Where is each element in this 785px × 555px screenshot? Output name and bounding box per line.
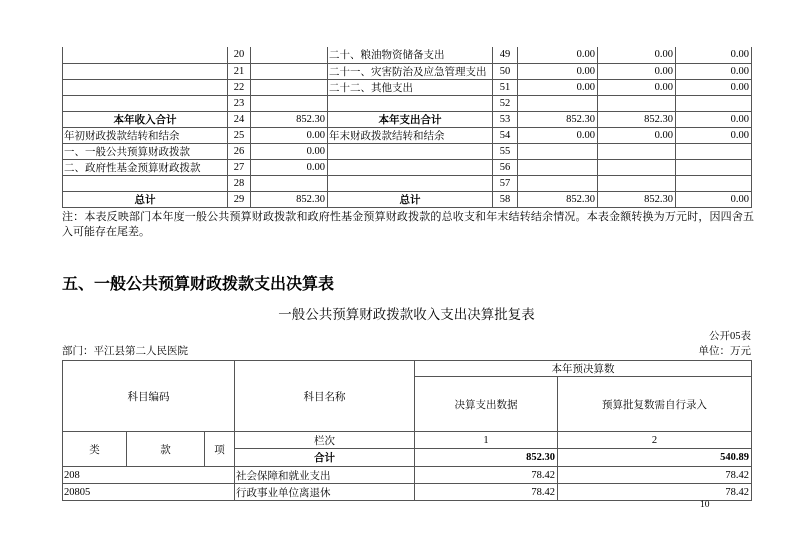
table-note: 注：本表反映部门本年度一般公共预算财政拨款和政府性基金预算财政拨款的总收支和年末结转结余情况。本表金额转换为万元时，因四舍五入可能存在尾差。 (62, 211, 754, 238)
income-item-cell (63, 47, 228, 63)
line-number-cell: 27 (228, 159, 251, 175)
expenditure-item-cell: 年末财政拨款结转和结余 (328, 127, 493, 143)
income-amount-cell (251, 47, 328, 63)
amount-cell: 0.00 (518, 127, 598, 143)
line-number-cell: 54 (493, 127, 518, 143)
amount-cell: 0.00 (598, 127, 676, 143)
amount-cell: 0.00 (676, 47, 752, 63)
line-number-cell: 26 (228, 143, 251, 159)
amount-cell: 852.30 (598, 111, 676, 127)
amount-cell: 852.30 (518, 191, 598, 207)
table-row (63, 95, 752, 111)
amount-cell (518, 159, 598, 175)
amount-cell: 0.00 (676, 127, 752, 143)
expenditure-total-label-cell: 本年支出合计 (328, 111, 493, 127)
expenditure-item-cell: 二十一、灾害防治及应急管理支出 (328, 63, 493, 79)
table-code-label: 公开05表 (709, 331, 751, 342)
column-index-cell: 1 (415, 432, 558, 449)
total-amount-cell: 540.89 (558, 449, 752, 467)
income-item-cell: 年初财政拨款结转和结余 (63, 127, 228, 143)
line-number-cell: 53 (493, 111, 518, 127)
line-number-cell: 55 (493, 143, 518, 159)
amount-cell: 852.30 (598, 191, 676, 207)
income-total-label-cell: 本年收入合计 (63, 111, 228, 127)
subject-name-cell: 社会保障和就业支出 (235, 467, 415, 484)
line-number-cell: 21 (228, 63, 251, 79)
line-number-cell: 50 (493, 63, 518, 79)
budget-expenditure-table (62, 360, 752, 501)
line-number-cell: 58 (493, 191, 518, 207)
line-number-cell: 22 (228, 79, 251, 95)
header-row-group (63, 361, 752, 377)
income-item-cell: 一、一般公共预算财政拨款 (63, 143, 228, 159)
grand-total-label-cell: 总计 (63, 191, 228, 207)
section-heading: 五、一般公共预算财政拨款支出决算表 (62, 276, 335, 293)
income-amount-cell: 852.30 (251, 191, 328, 207)
table-row (63, 47, 752, 63)
amount-cell (598, 143, 676, 159)
amount-cell: 78.42 (558, 467, 752, 484)
year-group-header-cell: 本年预决算数 (415, 361, 752, 377)
expenditure-item-cell (328, 175, 493, 191)
amount-cell: 852.30 (518, 111, 598, 127)
line-number-cell: 49 (493, 47, 518, 63)
amount-cell (676, 143, 752, 159)
subject-name-header-cell: 科目名称 (235, 361, 415, 432)
income-amount-cell (251, 63, 328, 79)
meta-row (62, 343, 751, 358)
amount-cell: 0.00 (518, 63, 598, 79)
table-row (63, 467, 752, 484)
unit-label: 单位：万元 (698, 346, 751, 357)
amount-cell (598, 175, 676, 191)
amount-cell (598, 95, 676, 111)
item-header-cell: 项 (205, 432, 235, 467)
line-number-cell: 23 (228, 95, 251, 111)
section-header-cell: 款 (127, 432, 205, 467)
total-label-cell: 合计 (235, 449, 415, 467)
line-number-cell: 20 (228, 47, 251, 63)
income-item-cell (63, 95, 228, 111)
expenditure-item-cell: 二十二、其他支出 (328, 79, 493, 95)
table-row (63, 127, 752, 143)
class-header-cell: 类 (63, 432, 127, 467)
table-row (63, 175, 752, 191)
approved-budget-header-cell: 预算批复数需自行录入 (558, 377, 752, 432)
expenditure-item-cell: 二十、粮油物资储备支出 (328, 47, 493, 63)
page-number: 10 (700, 500, 710, 510)
line-number-cell: 57 (493, 175, 518, 191)
table-row (63, 143, 752, 159)
amount-cell (676, 175, 752, 191)
table-row-total (63, 111, 752, 127)
expenditure-item-cell (328, 95, 493, 111)
expenditure-item-cell (328, 159, 493, 175)
income-amount-cell (251, 95, 328, 111)
amount-cell (518, 143, 598, 159)
amount-cell: 0.00 (598, 47, 676, 63)
amount-cell (676, 95, 752, 111)
column-index-cell: 2 (558, 432, 752, 449)
column-index-row (63, 432, 752, 449)
line-number-cell: 25 (228, 127, 251, 143)
amount-cell: 78.42 (415, 484, 558, 501)
income-item-cell (63, 175, 228, 191)
income-amount-cell (251, 79, 328, 95)
subject-code-cell: 20805 (63, 484, 235, 501)
table-subtitle: 一般公共预算财政拨款收入支出决算批复表 (278, 307, 535, 322)
grand-total-label-cell: 总计 (328, 191, 493, 207)
amount-cell: 78.42 (415, 467, 558, 484)
amount-cell: 0.00 (518, 79, 598, 95)
income-amount-cell: 0.00 (251, 127, 328, 143)
amount-cell: 0.00 (676, 63, 752, 79)
amount-cell (676, 159, 752, 175)
fund-summary-table (62, 47, 752, 208)
final-expenditure-header-cell: 决算支出数据 (415, 377, 558, 432)
line-number-cell: 52 (493, 95, 518, 111)
income-item-cell (63, 79, 228, 95)
expenditure-item-cell (328, 143, 493, 159)
amount-cell: 0.00 (676, 111, 752, 127)
line-number-cell: 24 (228, 111, 251, 127)
amount-cell: 0.00 (598, 63, 676, 79)
table-row (63, 484, 752, 501)
column-label-cell: 栏次 (235, 432, 415, 449)
income-amount-cell (251, 175, 328, 191)
table-row (63, 159, 752, 175)
amount-cell (518, 95, 598, 111)
income-item-cell (63, 63, 228, 79)
subject-code-header-cell: 科目编码 (63, 361, 235, 432)
line-number-cell: 51 (493, 79, 518, 95)
income-amount-cell: 852.30 (251, 111, 328, 127)
line-number-cell: 29 (228, 191, 251, 207)
amount-cell (518, 175, 598, 191)
amount-cell: 0.00 (598, 79, 676, 95)
amount-cell: 0.00 (676, 191, 752, 207)
line-number-cell: 28 (228, 175, 251, 191)
table-row (63, 79, 752, 95)
income-amount-cell: 0.00 (251, 143, 328, 159)
amount-cell: 0.00 (676, 79, 752, 95)
table-row (63, 63, 752, 79)
income-item-cell: 二、政府性基金预算财政拨款 (63, 159, 228, 175)
department-label: 部门：平江县第二人民医院 (62, 346, 188, 357)
amount-cell: 0.00 (518, 47, 598, 63)
amount-cell: 78.42 (558, 484, 752, 501)
total-amount-cell: 852.30 (415, 449, 558, 467)
line-number-cell: 56 (493, 159, 518, 175)
amount-cell (598, 159, 676, 175)
subject-code-cell: 208 (63, 467, 235, 484)
table-row-grand-total (63, 191, 752, 207)
income-amount-cell: 0.00 (251, 159, 328, 175)
subject-name-cell: 行政事业单位离退休 (235, 484, 415, 501)
